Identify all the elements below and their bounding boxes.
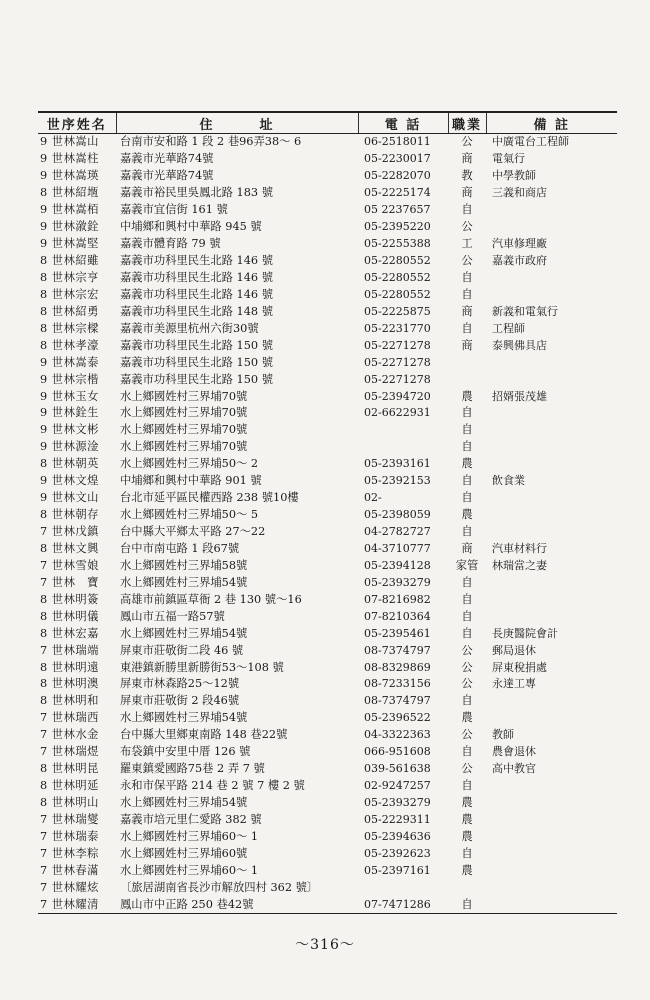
cell-generation-name: 8 世林朝存 <box>40 508 99 522</box>
cell-remarks: 郵局退休 <box>492 643 536 657</box>
cell-remarks: 教師 <box>492 728 514 742</box>
cell-occupation: 農 <box>461 829 473 843</box>
table-row <box>38 761 617 778</box>
cell-remarks <box>486 354 617 371</box>
cell-generation-name: 7 世林雪娘 <box>40 558 99 572</box>
cell-phone: 05-2396522 <box>364 711 431 725</box>
cell-address: 台中縣大平鄉太平路 27～22 <box>120 525 266 539</box>
table-row <box>38 473 617 490</box>
cell-occupation: 自 <box>461 745 473 759</box>
cell-address: 鳳山市五福一路57號 <box>120 609 225 623</box>
cell-generation-name: 8 世林宏嘉 <box>40 626 99 640</box>
cell-remarks <box>486 828 617 845</box>
cell-occupation: 商 <box>461 541 473 555</box>
cell-occupation: 商 <box>461 304 473 318</box>
table-row <box>38 828 617 845</box>
cell-occupation: 自 <box>461 423 473 437</box>
table-row <box>38 625 617 642</box>
cell-phone: 05-2397161 <box>364 863 431 877</box>
cell-address: 台北市延平區民權西路 238 號10樓 <box>120 491 299 505</box>
cell-remarks: 高中教官 <box>492 762 536 776</box>
cell-occupation <box>448 371 486 388</box>
cell-occupation: 公 <box>461 254 473 268</box>
cell-phone: 08-7374797 <box>364 694 431 708</box>
cell-phone: 07-7471286 <box>358 896 448 913</box>
cell-remarks <box>486 490 617 507</box>
cell-remarks <box>486 778 617 795</box>
table-row <box>38 608 617 625</box>
table-row <box>38 795 617 812</box>
cell-address: 永和市保平路 214 巷 2 號 7 樓 2 號 <box>120 779 305 793</box>
cell-occupation: 自 <box>461 406 473 420</box>
cell-remarks: 中學教師 <box>492 169 536 183</box>
cell-occupation: 自 <box>448 896 486 913</box>
cell-address: 嘉義市體育路 79 號 <box>120 237 221 251</box>
header-occupation: 職業 <box>448 112 486 134</box>
cell-generation-name: 7 世林耀清 <box>38 896 116 913</box>
cell-occupation: 自 <box>461 779 473 793</box>
cell-phone: 05-2230017 <box>364 152 431 166</box>
cell-phone: 02-6622931 <box>364 406 431 420</box>
cell-address: 布袋鎮中安里中厝 126 號 <box>120 745 251 759</box>
cell-occupation: 公 <box>461 677 473 691</box>
cell-phone: 05-2280552 <box>364 270 431 284</box>
cell-remarks: 泰興佛具店 <box>492 338 547 352</box>
cell-address: 水上鄉國姓村三界埔50～ 5 <box>120 508 259 522</box>
cell-phone: 05-2394636 <box>364 829 431 843</box>
cell-phone <box>358 439 448 456</box>
cell-generation-name: 8 世林明儀 <box>40 609 99 623</box>
cell-occupation: 自 <box>461 491 473 505</box>
cell-occupation: 家管 <box>455 558 479 572</box>
table-row <box>38 388 617 405</box>
cell-occupation: 農 <box>461 508 473 522</box>
table-row <box>38 202 617 219</box>
table-row <box>38 557 617 574</box>
cell-phone: 05-2231770 <box>364 321 431 335</box>
cell-occupation: 工 <box>461 237 473 251</box>
cell-remarks <box>486 524 617 541</box>
table-row <box>38 676 617 693</box>
cell-generation-name: 9 世林文彬 <box>40 423 99 437</box>
table-row <box>38 710 617 727</box>
cell-generation-name: 7 世林水金 <box>40 728 99 742</box>
cell-address: 東港鎮新勝里新勝街53～108 號 <box>120 660 284 674</box>
table-row <box>38 778 617 795</box>
cell-address: 屏東市莊敬街二段 46 號 <box>120 643 244 657</box>
cell-phone: 05-2393279 <box>364 575 431 589</box>
cell-address: 嘉義市宜信街 161 號 <box>120 203 228 217</box>
table-row <box>38 151 617 168</box>
cell-occupation <box>448 354 486 371</box>
cell-address: 嘉義市光華路74號 <box>120 152 214 166</box>
cell-generation-name: 8 世林朝英 <box>40 457 99 471</box>
cell-remarks: 永達工專 <box>492 677 536 691</box>
cell-address: 台中縣大里鄉東南路 148 巷22號 <box>120 728 288 742</box>
table-row <box>38 253 617 270</box>
cell-phone: 05-2395461 <box>364 626 431 640</box>
cell-occupation: 教 <box>461 169 473 183</box>
cell-occupation: 商 <box>461 152 473 166</box>
cell-phone: 05-2225174 <box>364 186 431 200</box>
cell-phone: 05-2271278 <box>364 338 431 352</box>
table-row <box>38 490 617 507</box>
cell-address: 羅東鎮愛國路75巷 2 弄 7 號 <box>120 762 265 776</box>
cell-address: 水上鄉國姓村三界埔50～ 2 <box>120 457 259 471</box>
cell-generation-name: 9 世林宗楷 <box>40 372 99 386</box>
cell-address: 水上鄉國姓村三界埔60～ 1 <box>120 829 259 843</box>
cell-generation-name: 8 世林明山 <box>40 796 99 810</box>
cell-occupation: 自 <box>461 474 473 488</box>
cell-remarks: 嘉義市政府 <box>492 254 547 268</box>
cell-generation-name: 7 世林 寶 <box>40 575 99 589</box>
cell-address: 嘉義市裕民里吳鳳北路 183 號 <box>120 186 274 200</box>
table-row <box>38 744 617 761</box>
cell-remarks <box>486 574 617 591</box>
cell-occupation: 自 <box>461 626 473 640</box>
cell-remarks: 屏東稅捐處 <box>492 660 547 674</box>
cell-remarks: 長庚醫院會計 <box>492 626 558 640</box>
cell-address: 嘉義市功科里民生北路 148 號 <box>120 304 274 318</box>
table-row <box>38 642 617 659</box>
cell-occupation: 公 <box>461 728 473 742</box>
cell-occupation: 農 <box>461 389 473 403</box>
cell-generation-name: 8 世林明簽 <box>40 592 99 606</box>
cell-remarks: 招婿張茂雄 <box>492 389 547 403</box>
cell-remarks: 三義和商店 <box>492 186 547 200</box>
cell-generation-name: 8 世林紹勇 <box>40 304 99 318</box>
cell-generation-name: 7 世林瑞煜 <box>40 745 99 759</box>
table-row <box>38 354 617 371</box>
cell-generation-name: 7 世林瑞泰 <box>40 829 99 843</box>
cell-phone: 066-951608 <box>364 745 431 759</box>
cell-occupation: 公 <box>461 762 473 776</box>
cell-phone: 02-9247257 <box>364 779 431 793</box>
cell-address: 嘉義市光華路74號 <box>120 169 214 183</box>
cell-occupation: 自 <box>461 525 473 539</box>
cell-remarks <box>486 456 617 473</box>
cell-phone: 04-3710777 <box>364 541 431 555</box>
cell-phone: 07-8210364 <box>364 609 431 623</box>
cell-generation-name: 8 世林明昆 <box>40 762 99 776</box>
page-number: ～316～ <box>295 937 355 953</box>
cell-address: 屏東市林森路25～12號 <box>120 677 240 691</box>
cell-remarks <box>486 812 617 829</box>
cell-occupation: 農 <box>461 812 473 826</box>
table-row <box>38 896 617 913</box>
cell-phone <box>358 422 448 439</box>
cell-address: 水上鄉國姓村三界埔70號 <box>120 406 248 420</box>
cell-generation-name: 7 世林瑞端 <box>40 643 99 657</box>
cell-remarks <box>486 439 617 456</box>
table-row <box>38 185 617 202</box>
cell-address: 水上鄉國姓村三界埔54號 <box>120 796 248 810</box>
cell-occupation: 農 <box>461 796 473 810</box>
cell-remarks <box>486 879 617 896</box>
table-row <box>38 659 617 676</box>
cell-phone: 05-2280552 <box>364 254 431 268</box>
cell-generation-name: 9 世林銓生 <box>40 406 99 420</box>
cell-address: 水上鄉國姓村三界埔54號 <box>120 575 248 589</box>
cell-generation-name: 8 世林紹堩 <box>40 186 99 200</box>
cell-occupation: 自 <box>461 321 473 335</box>
cell-generation-name: 8 世林明遠 <box>40 660 99 674</box>
table-row <box>38 270 617 287</box>
cell-phone: 05-2271278 <box>364 372 431 386</box>
cell-generation-name: 9 世林源淦 <box>40 440 99 454</box>
table-row <box>38 236 617 253</box>
cell-phone: 05-2394128 <box>364 558 431 572</box>
table-row <box>38 524 617 541</box>
table-header-row <box>38 112 617 134</box>
cell-remarks <box>486 795 617 812</box>
cell-phone: 039-561638 <box>364 762 431 776</box>
cell-occupation: 自 <box>461 287 473 301</box>
cell-occupation: 公 <box>461 643 473 657</box>
cell-remarks <box>486 202 617 219</box>
cell-generation-name: 8 世林宗亨 <box>40 270 99 284</box>
cell-remarks <box>486 591 617 608</box>
cell-address: 屏東市莊敬街 2 段46號 <box>120 694 240 708</box>
table-row <box>38 286 617 303</box>
cell-address: 水上鄉國姓村三界埔60～ 1 <box>120 863 259 877</box>
cell-remarks: 中廣電台工程師 <box>492 135 569 149</box>
cell-address: 嘉義市功科里民生北路 150 號 <box>120 372 274 386</box>
cell-phone: 05-2225875 <box>364 304 431 318</box>
cell-remarks <box>486 693 617 710</box>
cell-remarks <box>486 845 617 862</box>
cell-phone: 05-2271278 <box>364 355 431 369</box>
cell-generation-name: 7 世林春滿 <box>40 863 99 877</box>
cell-remarks <box>486 862 617 879</box>
genealogy-table <box>38 111 617 914</box>
cell-address: 水上鄉國姓村三界埔60號 <box>120 846 248 860</box>
cell-occupation: 農 <box>461 863 473 877</box>
cell-phone: 07-8216982 <box>364 592 431 606</box>
cell-generation-name: 8 世林明澳 <box>40 677 99 691</box>
header-phone: 電 話 <box>358 112 448 134</box>
cell-generation-name: 8 世林宗宏 <box>40 287 99 301</box>
cell-generation-name: 8 世林宗樑 <box>40 321 99 335</box>
cell-address: 水上鄉國姓村三界埔54號 <box>120 711 248 725</box>
cell-generation-name: 7 世林戊鎮 <box>40 525 99 539</box>
table-row <box>38 168 617 185</box>
cell-remarks <box>486 608 617 625</box>
cell-phone: 08-7374797 <box>364 643 431 657</box>
cell-occupation: 商 <box>461 186 473 200</box>
cell-occupation: 公 <box>461 135 473 149</box>
cell-generation-name: 9 世林嵩瑛 <box>40 169 99 183</box>
cell-occupation: 公 <box>461 220 473 234</box>
cell-occupation: 自 <box>461 440 473 454</box>
cell-phone: 05-2392623 <box>364 846 431 860</box>
cell-remarks <box>486 371 617 388</box>
cell-occupation: 公 <box>461 660 473 674</box>
cell-generation-name: 9 世林漵銓 <box>40 220 99 234</box>
table-row <box>38 303 617 320</box>
cell-occupation: 自 <box>461 270 473 284</box>
cell-address: 〔旅居湖南省長沙市解放四村 362 號〕 <box>120 880 319 894</box>
cell-remarks: 汽車修理廠 <box>492 237 547 251</box>
cell-generation-name: 9 世林嵩泰 <box>40 355 99 369</box>
cell-address: 高雄市前鎮區草衙 2 巷 130 號～16 <box>120 592 302 606</box>
header-generation-name: 世序姓名 <box>38 112 116 134</box>
cell-address: 水上鄉國姓村三界埔58號 <box>120 558 248 572</box>
cell-remarks: 汽車材料行 <box>492 541 547 555</box>
cell-address: 嘉義市功科里民生北路 150 號 <box>120 355 274 369</box>
cell-generation-name: 7 世林耀炫 <box>40 880 99 894</box>
cell-phone: 05 2237657 <box>364 203 431 217</box>
header-remarks: 備 註 <box>486 112 617 134</box>
cell-occupation: 商 <box>461 338 473 352</box>
cell-address: 台中市南屯路 1 段67號 <box>120 541 240 555</box>
table-body <box>38 134 617 914</box>
cell-address: 水上鄉國姓村三界埔70號 <box>120 423 248 437</box>
cell-phone: 05-2393279 <box>364 796 431 810</box>
cell-generation-name: 9 世林嵩栢 <box>40 203 99 217</box>
cell-address: 水上鄉國姓村三界埔70號 <box>120 440 248 454</box>
table-row <box>38 541 617 558</box>
cell-phone: 05-2280552 <box>364 287 431 301</box>
cell-occupation: 自 <box>461 203 473 217</box>
cell-address: 嘉義市美源里杭州六街30號 <box>120 321 259 335</box>
cell-phone: 02- <box>364 491 382 505</box>
cell-occupation <box>448 879 486 896</box>
table-row <box>38 405 617 422</box>
cell-phone: 04-3322363 <box>364 728 431 742</box>
cell-phone: 05-2394720 <box>364 389 431 403</box>
cell-address: 嘉義市功科里民生北路 146 號 <box>120 287 274 301</box>
cell-phone: 05-2393161 <box>364 457 431 471</box>
cell-generation-name: 8 世林明延 <box>40 779 99 793</box>
cell-phone: 05-2398059 <box>364 508 431 522</box>
cell-address: 嘉義市功科里民生北路 146 號 <box>120 254 274 268</box>
cell-address: 嘉義市功科里民生北路 150 號 <box>120 338 274 352</box>
table-row <box>38 727 617 744</box>
cell-phone <box>358 879 448 896</box>
cell-remarks <box>486 219 617 236</box>
cell-phone: 08-7233156 <box>364 677 431 691</box>
cell-occupation: 自 <box>461 609 473 623</box>
cell-phone: 05-2282070 <box>364 169 431 183</box>
table-row <box>38 862 617 879</box>
table-row <box>38 219 617 236</box>
cell-address: 台南市安和路 1 段 2 巷96弄38～ 6 <box>120 135 302 149</box>
cell-phone: 05-2392153 <box>364 474 431 488</box>
cell-generation-name: 9 世林嵩堅 <box>40 237 99 251</box>
table-row <box>38 371 617 388</box>
table-row <box>38 812 617 829</box>
table-row <box>38 320 617 337</box>
cell-generation-name: 7 世林瑞燮 <box>40 812 99 826</box>
cell-phone: 05-2229311 <box>364 812 431 826</box>
table-row <box>38 422 617 439</box>
cell-occupation: 農 <box>461 457 473 471</box>
cell-generation-name: 8 世林紹雖 <box>40 254 99 268</box>
table-row <box>38 574 617 591</box>
header-address: 住 址 <box>116 112 358 134</box>
cell-remarks: 電氣行 <box>492 152 525 166</box>
cell-generation-name: 9 世林文山 <box>40 491 99 505</box>
cell-occupation: 自 <box>461 575 473 589</box>
cell-phone: 04-2782727 <box>364 525 431 539</box>
cell-generation-name: 9 世林嵩山 <box>40 135 99 149</box>
cell-generation-name: 8 世林明和 <box>40 694 99 708</box>
cell-remarks <box>486 710 617 727</box>
cell-occupation: 自 <box>461 694 473 708</box>
cell-remarks: 林瑞當之妻 <box>492 558 547 572</box>
cell-address: 水上鄉國姓村三界埔54號 <box>120 626 248 640</box>
cell-generation-name: 8 世林文興 <box>40 541 99 555</box>
cell-remarks <box>486 405 617 422</box>
table-row <box>38 845 617 862</box>
table-row <box>38 439 617 456</box>
cell-remarks: 農會退休 <box>492 745 536 759</box>
table-row <box>38 591 617 608</box>
cell-generation-name: 9 世林玉女 <box>40 389 99 403</box>
cell-remarks <box>486 286 617 303</box>
cell-address: 嘉義市功科里民生北路 146 號 <box>120 270 274 284</box>
cell-phone: 05-2255388 <box>364 237 431 251</box>
cell-remarks <box>486 896 617 913</box>
cell-generation-name: 7 世林瑞西 <box>40 711 99 725</box>
cell-generation-name: 8 世林孝濠 <box>40 338 99 352</box>
cell-remarks: 新義和電氣行 <box>492 304 558 318</box>
table-row <box>38 134 617 151</box>
table-row <box>38 879 617 896</box>
cell-generation-name: 9 世林嵩柱 <box>40 152 99 166</box>
cell-address: 鳳山市中正路 250 巷42號 <box>116 896 358 913</box>
cell-remarks <box>486 507 617 524</box>
table-row <box>38 507 617 524</box>
cell-phone: 05-2395220 <box>364 220 431 234</box>
table-row <box>38 693 617 710</box>
cell-address: 中埔鄉和興村中華路 945 號 <box>120 220 262 234</box>
cell-remarks: 飲食業 <box>492 474 525 488</box>
cell-generation-name: 7 世林李粽 <box>40 846 99 860</box>
table-row <box>38 456 617 473</box>
cell-remarks <box>486 270 617 287</box>
cell-address: 嘉義市培元里仁愛路 382 號 <box>120 812 262 826</box>
cell-occupation: 農 <box>461 711 473 725</box>
cell-occupation: 自 <box>461 846 473 860</box>
cell-remarks <box>486 422 617 439</box>
table-row <box>38 337 617 354</box>
cell-phone: 06-2518011 <box>364 135 431 149</box>
cell-address: 中埔鄉和興村中華路 901 號 <box>120 474 262 488</box>
cell-generation-name: 9 世林文煌 <box>40 474 99 488</box>
cell-occupation: 自 <box>461 592 473 606</box>
cell-phone: 08-8329869 <box>364 660 431 674</box>
cell-remarks: 工程師 <box>492 321 525 335</box>
cell-address: 水上鄉國姓村三界埔70號 <box>120 389 248 403</box>
